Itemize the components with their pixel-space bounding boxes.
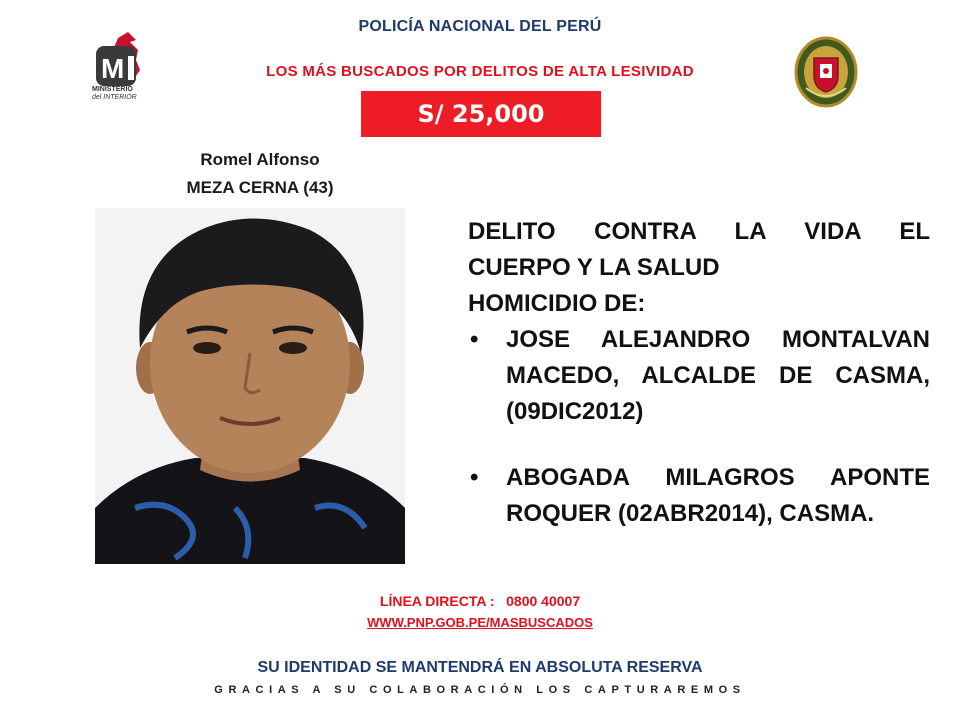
person-surnames-age: MEZA CERNA (43) [186, 178, 334, 197]
person-first-names: Romel Alfonso [200, 150, 320, 169]
crime-description [468, 214, 930, 532]
victim-line: ROQUER (02ABR2014), CASMA. [506, 500, 875, 527]
bullet: • [470, 326, 479, 353]
reserve-notice: SU IDENTIDAD SE MANTENDRÁ EN ABSOLUTA RESERVA [257, 659, 703, 676]
page-title: POLICÍA NACIONAL DEL PERÚ [358, 18, 602, 35]
bullet: • [470, 464, 479, 491]
pnp-seal-icon [794, 36, 858, 108]
crime-line: DELITO CONTRA LA VIDA EL [468, 218, 930, 245]
hotline-text: LÍNEA DIRECTA : 0800 40007 [379, 593, 581, 609]
reward-banner [361, 91, 601, 137]
website-link[interactable]: WWW.PNP.GOB.PE/MASBUSCADOS [367, 615, 593, 630]
thanks-notice: GRACIAS A SU COLABORACIÓN LOS CAPTURAREMOS [214, 684, 746, 696]
victim-item [468, 322, 930, 430]
ministry-label: MINISTERIO del INTERIOR [92, 86, 137, 101]
victim-line: MACEDO, ALCALDE DE CASMA, [506, 362, 930, 389]
victim-line: (09DIC2012) [506, 398, 644, 425]
crime-line: CUERPO Y LA SALUD [468, 254, 720, 281]
suspect-photo [95, 208, 405, 564]
victim-item [468, 460, 930, 532]
page-subtitle: LOS MÁS BUSCADOS POR DELITOS DE ALTA LESIVIDAD [266, 63, 694, 80]
svg-text:M: M [101, 53, 125, 84]
crime-heading: HOMICIDIO DE: [468, 290, 646, 317]
victim-line: JOSE ALEJANDRO MONTALVAN [506, 326, 930, 353]
victim-line: ABOGADA MILAGROS APONTE [506, 464, 930, 491]
reward-amount: S/ 25,000 [417, 100, 545, 128]
